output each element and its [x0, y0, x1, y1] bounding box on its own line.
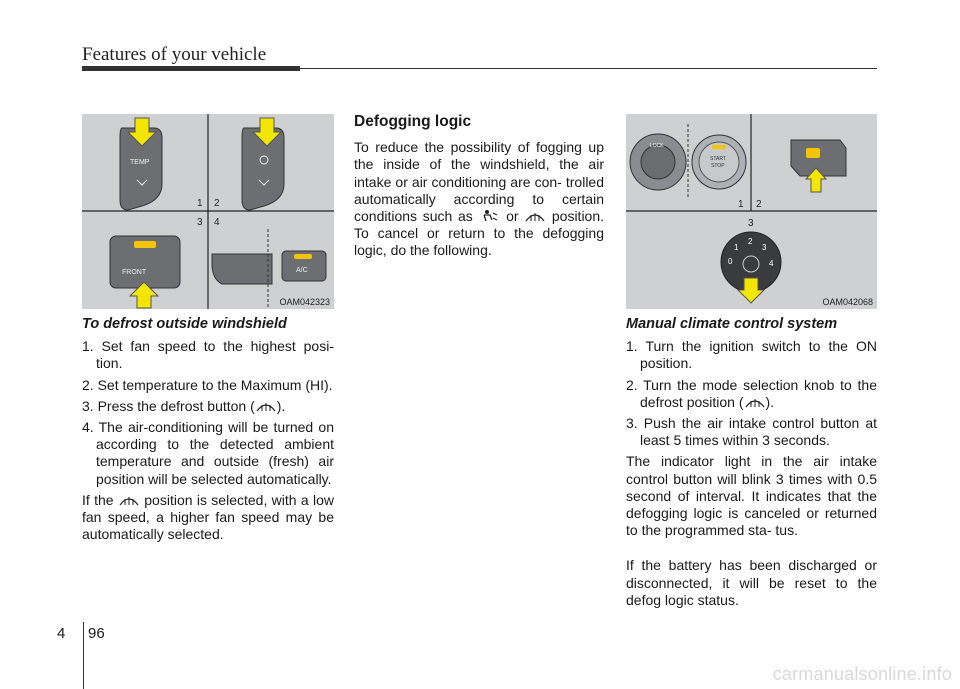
step-1: 1. Set fan speed to the highest posi- tion. [82, 338, 334, 372]
defrost-steps [82, 338, 334, 488]
step-2: 2. Set temperature to the Maximum (HI). [82, 376, 333, 393]
battery-paragraph: If the battery has been discharged or disconnected, it will be reset to the defog logic status. [626, 557, 877, 608]
footer-chapter: 4 [57, 625, 66, 642]
manual-step-1: 1. Turn the ignition switch to the ON position. [626, 338, 877, 372]
svg-text:1: 1 [738, 199, 744, 210]
step-4: 4. The air-conditioning will be turned on according to the detected ambient temperature and outside (fresh) air position will be selected automatically. [82, 419, 334, 487]
svg-text:3: 3 [748, 218, 754, 229]
figure-left-label-1: 1 [197, 198, 203, 209]
manual-step-2-text: 2. Turn the mode selection knob to the defrost position ( [626, 376, 877, 410]
defogging-text-b: position. To cancel or return to the defogging logic, do the following. [354, 208, 605, 259]
svg-text:FRONT: FRONT [122, 269, 147, 276]
svg-text:LOCK: LOCK [650, 143, 664, 149]
svg-text:1: 1 [734, 243, 739, 252]
figure-right-illustration [626, 114, 877, 309]
indicator-paragraph: The indicator light in the air intake control button will blink 3 times with 0.5 second of interval. It indicates that the defogging logic is canceled or returned to the programmed sta- tus. [626, 453, 877, 539]
step-3-tail: ). [276, 397, 286, 414]
defrost-note [82, 492, 334, 544]
svg-text:STOP: STOP [711, 163, 725, 169]
watermark: carmanualsonline.info [772, 664, 952, 684]
figure-left-label-4: 4 [214, 217, 220, 228]
heading-defogging-logic: Defogging logic [354, 113, 472, 130]
figure-left [82, 114, 334, 309]
svg-text:0: 0 [728, 257, 733, 266]
svg-text:2: 2 [748, 237, 753, 246]
footer-divider [83, 622, 84, 689]
figure-right-code: OAM042068 [822, 297, 873, 307]
floor-defrost-icon [478, 209, 500, 223]
svg-text:START: START [710, 156, 726, 162]
heading-defrost-outside: To defrost outside windshield [82, 316, 287, 332]
step-3-text: 3. Press the defrost button ( [82, 397, 255, 414]
defrost-icon [255, 399, 277, 413]
defrost-note-end: position is selected, with a low fan speed, a higher fan speed may be automatically selected. [82, 491, 335, 543]
header-rule-thick [82, 66, 300, 71]
defrost-icon [118, 493, 140, 507]
defogging-paragraph [354, 139, 604, 259]
header-rule-thin [300, 68, 877, 69]
figure-left-code: OAM042323 [279, 297, 330, 307]
footer-page-number: 96 [88, 625, 105, 642]
svg-text:4: 4 [769, 259, 774, 268]
manual-step-2-tail: ). [765, 393, 775, 410]
manual-step-3: 3. Push the air intake control button at least 5 times within 3 seconds. [626, 415, 877, 449]
column-defrost-outside [82, 316, 334, 543]
defogging-text-a: To reduce the possibility of fogging up the inside of the windshield, the air intake or air conditioning are con- trolled automatically according to certain conditions such as [354, 139, 604, 225]
column-defogging-logic [354, 113, 604, 260]
figure-left-illustration [82, 114, 334, 309]
svg-text:A/C: A/C [296, 267, 308, 274]
svg-text:2: 2 [756, 199, 762, 210]
defrost-icon [524, 209, 546, 223]
column-manual-climate [626, 316, 877, 609]
figure-left-label-2: 2 [214, 198, 220, 209]
heading-manual-climate: Manual climate control system [626, 316, 838, 332]
figure-left-label-3: 3 [197, 217, 203, 228]
defrost-icon [744, 395, 766, 409]
defrost-note-start: If the [82, 491, 114, 508]
svg-text:3: 3 [762, 243, 767, 252]
svg-text:TEMP: TEMP [130, 159, 150, 166]
figure-right [626, 114, 877, 309]
manual-step-2 [626, 377, 877, 411]
step-3 [82, 398, 334, 415]
header-title: Features of your vehicle [82, 44, 267, 65]
defogging-or: or [506, 208, 519, 225]
manual-steps [626, 338, 877, 449]
